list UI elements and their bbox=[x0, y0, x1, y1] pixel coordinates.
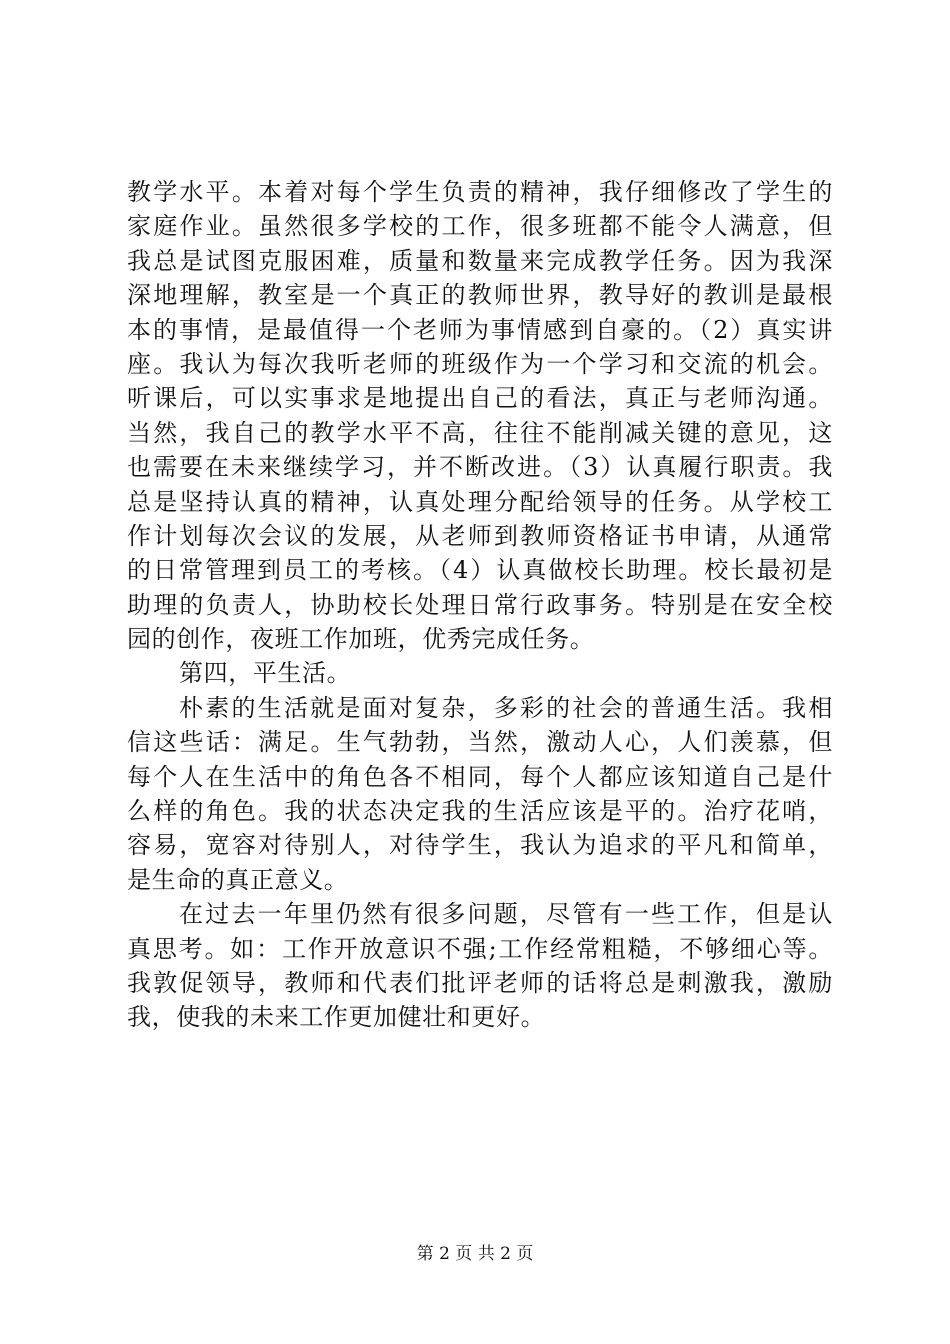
text-line: 座。我认为每次我听老师的班级作为一个学习和交流的机会。 bbox=[127, 349, 833, 378]
text-line: 深地理解，教室是一个真正的教师世界，教导好的教训是最根 bbox=[127, 281, 833, 310]
text-line: 也需要在未来继续学习，并不断改进。（3）认真履行职责。我 bbox=[127, 453, 833, 482]
page-footer: 第 2 页 共 2 页 bbox=[416, 1244, 534, 1264]
text-line: 的日常管理到员工的考核。（4）认真做校长助理。校长最初是 bbox=[127, 556, 833, 585]
text-line: 真思考。如：工作开放意识不强;工作经常粗糙，不够细心等。 bbox=[127, 934, 833, 963]
text-line: 朴素的生活就是面对复杂，多彩的社会的普通生活。我相 bbox=[179, 693, 833, 722]
text-line: 我敦促领导，教师和代表们批评老师的话将总是刺激我，激励 bbox=[127, 968, 833, 997]
text-line: 园的创作，夜班工作加班，优秀完成任务。 bbox=[127, 625, 595, 654]
text-line: 助理的负责人，协助校长处理日常行政事务。特别是在安全校 bbox=[127, 590, 833, 619]
section-heading: 第四，平生活。 bbox=[179, 659, 352, 688]
document-body bbox=[127, 175, 833, 1035]
text-line: 我，使我的未来工作更加健壮和更好。 bbox=[127, 1003, 546, 1032]
text-line: 每个人在生活中的角色各不相同，每个人都应该知道自己是什 bbox=[127, 762, 833, 791]
text-line: 我总是试图克服困难，质量和数量来完成教学任务。因为我深 bbox=[127, 246, 833, 275]
text-line: 是生命的真正意义。 bbox=[127, 865, 349, 894]
text-line: 教学水平。本着对每个学生负责的精神，我仔细修改了学生的 bbox=[127, 178, 833, 206]
text-line: 听课后，可以实事求是地提出自己的看法，真正与老师沟通。 bbox=[127, 384, 833, 413]
text-line: 本的事情，是最值得一个老师为事情感到自豪的。（2）真实讲 bbox=[127, 315, 833, 344]
text-line: 容易，宽容对待别人，对待学生，我认为追求的平凡和简单， bbox=[127, 831, 833, 860]
text-line: 作计划每次会议的发展，从老师到教师资格证书申请，从通常 bbox=[127, 521, 833, 550]
text-line: 总是坚持认真的精神，认真处理分配给领导的任务。从学校工 bbox=[127, 487, 833, 516]
text-line: 家庭作业。虽然很多学校的工作，很多班都不能令人满意，但 bbox=[127, 212, 833, 241]
text-line: 么样的角色。我的状态决定我的生活应该是平的。治疗花哨， bbox=[127, 797, 833, 826]
text-line: 在过去一年里仍然有很多问题，尽管有一些工作，但是认 bbox=[179, 900, 833, 929]
text-line: 当然，我自己的教学水平不高，往往不能削减关键的意见，这 bbox=[127, 418, 833, 447]
text-line: 信这些话：满足。生气勃勃，当然，激动人心，人们羡慕，但 bbox=[127, 728, 833, 757]
